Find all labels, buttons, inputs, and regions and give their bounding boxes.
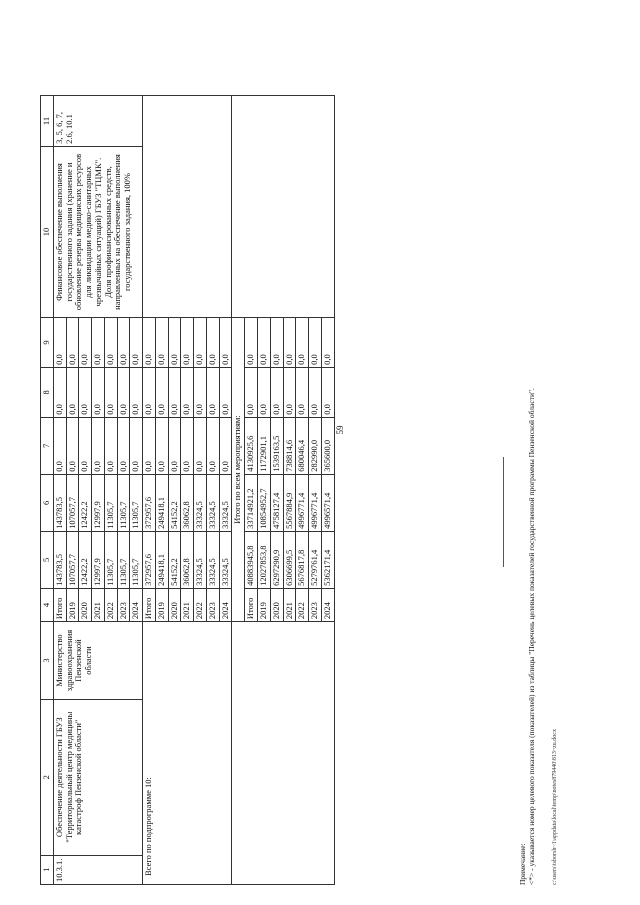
header-cell: 4 (41, 588, 54, 621)
value-cell: 40883945,8 (245, 531, 258, 588)
value-cell: 0,0 (194, 417, 207, 474)
value-cell: 0,0 (143, 318, 156, 368)
value-cell: 0,0 (104, 318, 117, 368)
header-cell: 3 (41, 622, 54, 700)
year-cell: 2023 (309, 588, 322, 621)
value-cell: 33324,5 (219, 531, 232, 588)
year-cell: Итого (143, 588, 156, 621)
header-cell: 9 (41, 318, 54, 368)
header-cell: 7 (41, 417, 54, 474)
value-cell: 0,0 (181, 367, 194, 417)
table-row (53, 96, 66, 885)
value-cell: 33324,5 (206, 531, 219, 588)
value-cell: 0,0 (206, 367, 219, 417)
value-cell: 107057,7 (66, 531, 79, 588)
value-cell: 4996771,4 (309, 474, 322, 531)
value-cell: 11305,7 (117, 474, 130, 531)
table-row (245, 96, 258, 885)
value-cell: 0,0 (219, 417, 232, 474)
value-cell: 4130925,6 (245, 417, 258, 474)
value-cell: 1172901,1 (258, 417, 271, 474)
value-cell: 11305,7 (117, 531, 130, 588)
value-cell: 0,0 (79, 318, 92, 368)
value-cell: 11305,7 (104, 531, 117, 588)
year-cell: Итого (53, 588, 66, 621)
value-cell: 0,0 (92, 417, 105, 474)
value-cell: 0,0 (270, 367, 283, 417)
value-cell: 0,0 (168, 367, 181, 417)
value-cell: 0,0 (245, 367, 258, 417)
header-cell: 10 (41, 146, 54, 317)
value-cell: 0,0 (155, 318, 168, 368)
value-cell: 10854952,7 (258, 474, 271, 531)
value-cell: 0,0 (168, 318, 181, 368)
year-cell: 2019 (258, 588, 271, 621)
value-cell: 0,0 (181, 318, 194, 368)
header-cell: 11 (41, 96, 54, 147)
footnote-text: <*> - указывается номер целевого показателя (показателей) из таблицы "Перечень целевых показателей государственной программы Пензенской области". (527, 388, 536, 885)
value-cell: 107057,7 (66, 474, 79, 531)
value-cell: 0,0 (206, 417, 219, 474)
value-cell: 4996571,4 (321, 474, 334, 531)
value-cell: 365600,0 (321, 417, 334, 474)
value-cell: 0,0 (309, 318, 322, 368)
year-cell: 2024 (130, 588, 143, 621)
value-cell: 0,0 (283, 367, 296, 417)
value-cell: 0,0 (143, 367, 156, 417)
year-cell: 2020 (270, 588, 283, 621)
year-cell: 2024 (219, 588, 232, 621)
item-targets: 3, 5, 6, 7, 2.6, 10.1 (53, 96, 142, 147)
value-cell: 0,0 (117, 367, 130, 417)
value-cell: 0,0 (155, 367, 168, 417)
year-cell: 2020 (168, 588, 181, 621)
value-cell: 0,0 (79, 417, 92, 474)
empty-cell (245, 622, 334, 885)
header-cell: 1 (41, 855, 54, 884)
value-cell: 0,0 (194, 318, 207, 368)
value-cell: 4996771,4 (296, 474, 309, 531)
value-cell: 0,0 (53, 417, 66, 474)
header-row (41, 96, 54, 885)
value-cell: 1539163,5 (270, 417, 283, 474)
value-cell: 12027853,8 (258, 531, 271, 588)
value-cell: 0,0 (66, 367, 79, 417)
value-cell: 5362171,4 (321, 531, 334, 588)
value-cell: 6297290,9 (270, 531, 283, 588)
year-cell: 2020 (79, 588, 92, 621)
subprogram-total-label: Всего по подпрограмме 10: (143, 622, 232, 885)
empty-cell (232, 96, 245, 318)
value-cell: 0,0 (168, 417, 181, 474)
value-cell: 0,0 (321, 367, 334, 417)
value-cell: 0,0 (296, 318, 309, 368)
value-cell: 0,0 (92, 318, 105, 368)
value-cell: 5279761,4 (309, 531, 322, 588)
file-path: c:\users\tsborsh~1\appdata\local\temp\notes879440\813~zu.docx (552, 729, 558, 885)
value-cell: 0,0 (194, 367, 207, 417)
value-cell: 0,0 (143, 417, 156, 474)
footnote-title: Примечание: (518, 843, 527, 885)
value-cell: 372957,6 (143, 474, 156, 531)
footnote-divider (503, 457, 504, 567)
value-cell: 0,0 (104, 417, 117, 474)
item-indicator: Финансовое обеспечение выполнения государственного задания (хранение и обновление резерва медицинских ресурсов для ликвидации медико-санитарных чрезвычайных ситуаций) ГБУЗ "ТЦМК". Доля профинансированных средств, направленных на обеспечение выполнения государственного задания, 100% (53, 146, 142, 317)
value-cell: 0,0 (245, 318, 258, 368)
value-cell: 0,0 (321, 318, 334, 368)
value-cell: 143783,5 (53, 531, 66, 588)
table-row (143, 96, 156, 885)
value-cell: 5567884,9 (283, 474, 296, 531)
footnote (518, 95, 536, 885)
empty-cell (245, 96, 334, 318)
budget-table (40, 95, 335, 885)
header-cell: 6 (41, 474, 54, 531)
value-cell: 0,0 (92, 367, 105, 417)
year-cell: 2019 (66, 588, 79, 621)
year-cell: 2021 (92, 588, 105, 621)
value-cell: 33324,5 (194, 531, 207, 588)
year-cell: 2022 (104, 588, 117, 621)
year-cell: 2021 (283, 588, 296, 621)
value-cell: 0,0 (155, 417, 168, 474)
value-cell: 0,0 (181, 417, 194, 474)
value-cell: 0,0 (219, 367, 232, 417)
value-cell: 33324,5 (206, 474, 219, 531)
empty-cell (143, 96, 232, 318)
year-cell: 2021 (181, 588, 194, 621)
value-cell: 11305,7 (130, 531, 143, 588)
value-cell: 33324,5 (219, 474, 232, 531)
value-cell: 0,0 (130, 367, 143, 417)
value-cell: 249418,1 (155, 474, 168, 531)
value-cell: 12997,9 (92, 531, 105, 588)
year-cell: 2022 (296, 588, 309, 621)
value-cell: 33714921,2 (245, 474, 258, 531)
value-cell: 738814,6 (283, 417, 296, 474)
value-cell: 0,0 (104, 367, 117, 417)
value-cell: 0,0 (130, 417, 143, 474)
page-number: 59 (335, 425, 345, 435)
value-cell: 33324,5 (194, 474, 207, 531)
value-cell: 0,0 (219, 318, 232, 368)
value-cell: 54152,2 (168, 474, 181, 531)
value-cell: 0,0 (79, 367, 92, 417)
item-number: 10.3.1. (53, 855, 142, 884)
header-cell: 5 (41, 531, 54, 588)
document-landscape-content (40, 85, 600, 885)
empty-cell (232, 622, 245, 885)
value-cell: 0,0 (309, 367, 322, 417)
all-total-label: Итого по всем мероприятиям: (232, 318, 245, 622)
header-cell: 2 (41, 699, 54, 855)
value-cell: 5676817,8 (296, 531, 309, 588)
value-cell: 0,0 (130, 318, 143, 368)
value-cell: 0,0 (53, 318, 66, 368)
section-title-row (232, 96, 245, 885)
value-cell: 0,0 (206, 318, 219, 368)
value-cell: 6306699,5 (283, 531, 296, 588)
value-cell: 11305,7 (104, 474, 117, 531)
value-cell: 0,0 (283, 318, 296, 368)
value-cell: 0,0 (270, 318, 283, 368)
value-cell: 12422,2 (79, 531, 92, 588)
value-cell: 0,0 (66, 318, 79, 368)
value-cell: 11305,7 (130, 474, 143, 531)
value-cell: 12422,2 (79, 474, 92, 531)
value-cell: 54152,2 (168, 531, 181, 588)
value-cell: 4758127,4 (270, 474, 283, 531)
value-cell: 0,0 (296, 367, 309, 417)
value-cell: 0,0 (66, 417, 79, 474)
value-cell: 36062,8 (181, 474, 194, 531)
value-cell: 12997,9 (92, 474, 105, 531)
value-cell: 372957,6 (143, 531, 156, 588)
value-cell: 0,0 (258, 318, 271, 368)
header-cell: 8 (41, 367, 54, 417)
item-name: Обеспечение деятельности ГБУЗ "Территориальный центр медицины катастроф Пензенской области" (53, 699, 142, 855)
value-cell: 36062,8 (181, 531, 194, 588)
value-cell: 143783,5 (53, 474, 66, 531)
year-cell: 2023 (117, 588, 130, 621)
value-cell: 249418,1 (155, 531, 168, 588)
value-cell: 0,0 (117, 417, 130, 474)
value-cell: 0,0 (117, 318, 130, 368)
year-cell: 2022 (194, 588, 207, 621)
value-cell: 282990,0 (309, 417, 322, 474)
value-cell: 0,0 (53, 367, 66, 417)
value-cell: 680046,4 (296, 417, 309, 474)
year-cell: 2019 (155, 588, 168, 621)
year-cell: 2023 (206, 588, 219, 621)
year-cell: 2024 (321, 588, 334, 621)
value-cell: 0,0 (258, 367, 271, 417)
year-cell: Итого (245, 588, 258, 621)
item-executor: Министерство здравоохранения Пензенской области (53, 622, 142, 700)
